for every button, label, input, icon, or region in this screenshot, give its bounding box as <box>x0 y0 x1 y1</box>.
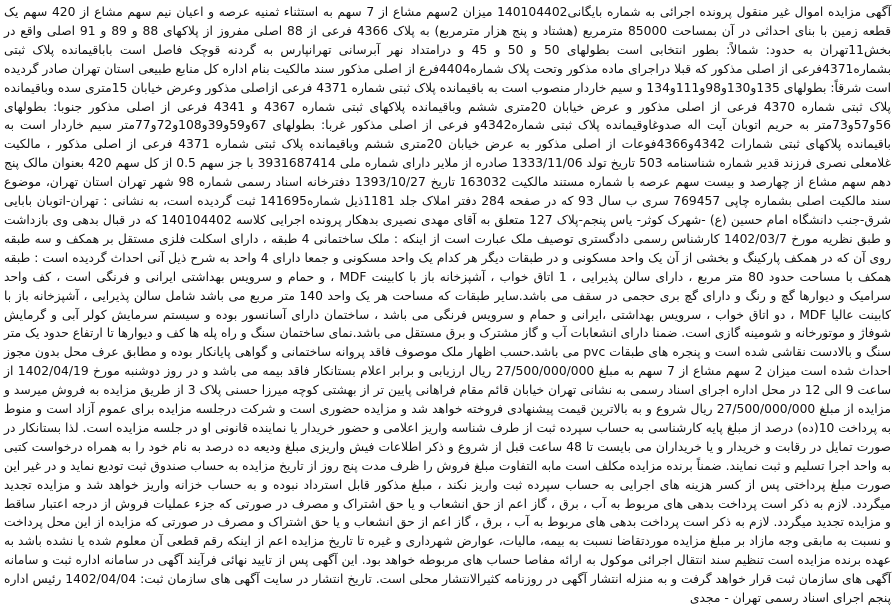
auction-notice-text: آگهی مزایده اموال غیر منقول پرونده اجرائی به شماره بایگانی140104402 میزان 2سهم مشاع از 7 سهم به استثناء ثمنیه عرصه و اعیان نیم سهم مشاع از 420 سهم یک قطعه زمین با بنای احداثی در آن بمساحت 85000 مترمربع (هشتاد و پنج هزار مترمربع) به پلاک 4366 فرعی از 88 اصلی مفروز از پلاکهای 88 و 89 و 91 اصلی واقع در بخش11تهران به حدود: شمالاً: بطور انتخابی است بطولهای 50 و 50 و 45 و درامتداد نهر آبرسانی تهرانپارس به گردنه قوچک فاصل است باباقیمانده پلاک ثبتی بشماره4371فرعی از اصلی مذکور که قبلا دراجرای ماده مذکور وتحت پلاک شماره4404فرع از اصلی مذکور سند مالکیت بنام اداره کل منابع طبیعی استان تهران صادر گردیده است شرقاً: بطولهای 135و130و98و111و134 و سیم خاردار منصوب است به باقیمانده پلاک ثبتی شماره 4371 فرعی ازاصلی مذکور وعرض خیابان 15متری سده وباقیمانده پلاک ثبتی شماره 4370 فرعی از اصلی مذکور و عرض خیابان 20متری ششم وباقیمانده پلاکهای ثبتی شماره 4367 و 4341 فرعی از اصلی مذکور جنوبا: بطولهای 56و57و73متر به حریم اتوبان آیت اله صدوغاوقیمانده پلاک ثبتی شماره4342و فرعی از اصلی مذکور غربا: بطولهای 67و59و39و108و72و77متر سیم خاردار است به باقیمانده پلاکهای ثبتی شمارات 4342و4366فوعات از اصلی مذکور به عرض خیابان 20متری ششم وباقیمانده پلاک ثبتی شماره 4371 فرعی از اصلی مذکور ، مالکیت غلامعلی نصری فرزند قدیر شماره شناسنامه 503 تاریخ تولد 1333/11/06 صادره از ملایر دارای شماره ملی 3931687414 با جز سهم 0.5 از کل سهم 420 بعنوان مالک پنج دهم سهم مشاع از چهارصد و بیست سهم عرصه با شماره مستند مالکیت 163032 تاریخ 1393/10/27 دفترخانه اسناد رسمی شماره 98 شهر تهران استان تهران، موضوع سند مالکیت اصلی بشماره چاپی 769457 سری ب سال 93 که در صفحه 284 دفتر املاک جلد 1181ذیل شماره141695 ثبت گردیده است، به نشانی : تهران-اتوبان بابایی شرق-جنب دانشگاه امام حسین (ع) -شهرک کوثر- یاس پنجم-پلاک 127 متعلق به آقای مهدی نصیری بدهکار پرونده اجرایی کلاسه 140104402 که در قبال بدهی وی بازداشت و طبق نظریه مورخ 1402/03/7 کارشناس رسمی دادگستری توصیف ملک عبارت است از اینکه : ملک ساختمانی 4 طبقه ، دارای اسکلت فلزی مستقل بر همکف و سه طبقه روی آن که در همکف پارکینگ و بخشی از آن یک واحد مسکونی و در طبقات دیگر هر کدام یک واحد مسکونی و جمعا دارای 4 واحد به شرح ذیل آنی احداث گردیده است : طبقه همکف با مساحت حدود 80 متر مربع ، دارای سالن پذیرایی ، 1 اتاق خواب ، آشپزخانه باز با کابینت MDF ، و حمام و سرویس بهداشتی ایرانی و فرنگی است ، کف واحد سرامیک و دیوارها گچ و رنگ و دارای گچ بری حجمی در سقف می باشد.سایر طبقات که مساحت هر یک واحد 140 متر مربع می باشد شامل سالن پذیرایی ، آشپزخانه باز با کابینت عالیا MDF ، دو اتاق خواب ، سرویس بهداشتی ،ایرانی و حمام و سرویس فرنگی می باشد ، ساختمان دارای آسانسور بوده و سیستم سرمایش کولر آبی و گرمایش شوفاژ و موتورخانه و شومینه گازی است. ضمنا دارای انشعابات آب و گاز مشترک و برق مستقل می باشد.نمای ساختمان سنگ و راه پله ها کف و دیوارها تا ارتفاع حدود یک متر سنگ و بالادست نقاشی شده است و پنجره های طبقات pvc می باشد.حسب اظهار ملک موصوف فاقد پروانه ساختمانی و گواهی پایانکار بوده و مطابق عرف محل بدون مجوز احداث شده است میزان 2 سهم مشاع از 7 سهم به مبلغ 27/500/000/000 ریال ارزیابی و برابر اعلام بستانکار فاقد بیمه می باشد و در روز دوشنبه مورخ 1402/04/19 از ساعت 9 الی 12 در محل اداره اجرای اسناد رسمی به نشانی تهران خیابان قائم مقام فراهانی پایین تر از بهشتی کوچه میرزا حسنی پلاک 3 از طریق مزایده به فروش میرسد و مزایده از مبلغ 27/500/000/000 ریال شروع و به بالاترین قیمت پیشنهادی فروخته خواهد شد و مزایده حضوری است و شرکت درجلسه مزایده برای عموم آزاد است و منوط به پرداخت 10(ده) درصد از مبلغ پایه کارشناسی به حساب سپرده ثبت از طرف شناسه واریز اعلامی و حضور خریدار یا نماینده قانونی او در جلسه مزایده است. لذا بستانکار در صورت تمایل در رقابت و خریدار و یا خریداران می بایست تا 48 ساعت قبل از شروع و ذکر اطلاعات فیش واریزی مبلغ ودیعه ده درصد به نام خود را به همراه درخواست کتبی به واحد اجرا تسلیم و ثبت نمایند. ضمناً برنده مزایده مکلف است مابه التفاوت مبلغ فروش را ظرف مدت پنج روز از تاریخ مزایده به حساب صندوق ثبت تودیع نماید و در غیر این صورت مبلغ پرداختی پس از کسر هزینه های اجرایی به حساب سپرده ثبت واریز نکند ، مبلغ مذکور قابل استرداد نبوده و به حساب خزانه واریز خواهد شد و مزایده تجدید میگردد. لازم به ذکر است پرداخت بدهی های مربوط به آب ، برق ، گاز اعم از حق انشعاب و یا حق اشتراک و مصرف در صورتی که جزء عملیات فروش از درجه اعتبار ساقط و مزایده تجدید میگردد. لازم به ذکر است پرداخت بدهی های مربوط به آب ، برق ، گاز اعم از حق انشعاب و یا حق اشتراک و مصرف در صورتی که مزایده از این محل پرداخت و نسبت به مابقی وجه مازاد بر مبلغ مزایده موردتقاضا نسبت به بیمه، مالیات، عوارض شهرداری و غیره تا تاریخ مزایده اعم از اینکه رقم قطعی آن معلوم شده یا نشده باشد به عهده برنده مزایده است تنظیم سند انتقال اجرائی موکول به ارائه مفاصا حساب های مربوطه خواهد بود. این آگهی پس از تایید نهائی فرآیند آگهی در سامانه اداره ثبت و سامانه آگهی های سازمان ثبت قرار خواهد گرفت و به منزله انتشار آگهی در روزنامه کثیرالانتشار محلی است. تاریخ انتشار در سایت آگهی های سازمان ثبت: 1402/04/04 رئیس اداره پنجم اجرای اسناد رسمی تهران - مجدی <box>4 5 892 606</box>
